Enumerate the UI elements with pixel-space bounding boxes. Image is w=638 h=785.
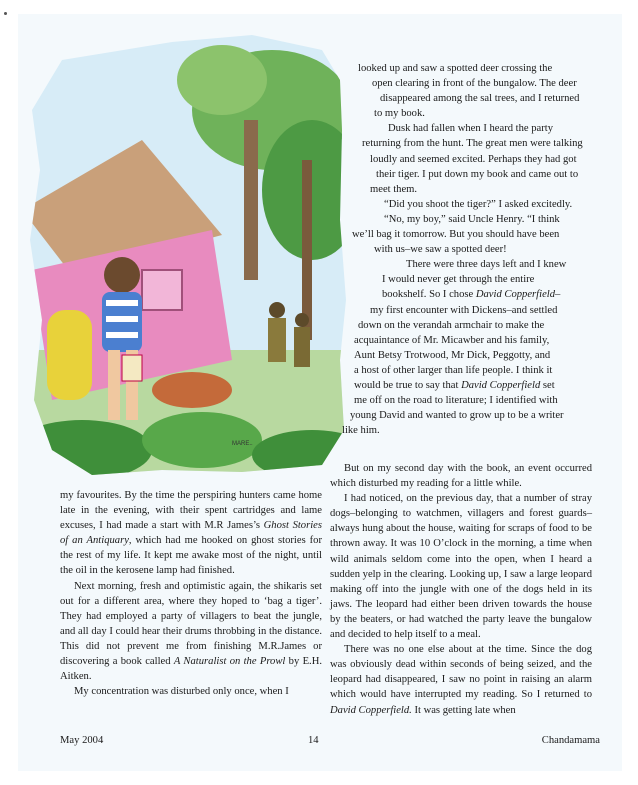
text-line: disappeared among the sal trees, and I returned <box>380 93 580 105</box>
text-run: set <box>540 379 555 391</box>
armchair <box>152 372 232 408</box>
text-line: looked up and saw a spotted deer crossing the <box>358 63 553 74</box>
text-run: my favourites. By the time the perspiring hunters came home late in the evening, with their spent cartridges and lame excuses, I had made a start with M.R James’s <box>60 490 322 532</box>
text-run: , which had me hooked on ghost stories for the rest of my life. It kept me awake most of the night, until the oil in the kerosene lamp had finished. <box>60 535 322 577</box>
text-line <box>330 378 592 393</box>
text-line: young David and wanted to grow up to be a writer <box>350 410 564 422</box>
house-window <box>142 270 182 310</box>
text-line: loudly and seemed excited. Perhaps they had got <box>370 153 577 165</box>
paragraph: I had noticed, on the previous day, that a number of stray dogs–belonging to watchmen, villagers and forest guards–always hung about the house, waiting for scraps of food to be thrown away. It was 10 O’clock in the morning, a time when wild animals seldom come into the open, when I heard a sudden yelp in the clearing. Looking up, I saw a large leopard making off into the jungle with one of the dogs held in its jaws. The leopard had either been driven towards the house by the beaters, or had watched the party leave the bungalow and decided to help itself to a meal. <box>330 493 592 641</box>
text-line: meet them. <box>370 183 418 195</box>
top-right-text <box>330 61 592 438</box>
right-column <box>330 461 592 718</box>
book-title: David Copperfield <box>461 379 541 391</box>
text-line: “Did you shoot the tiger?” I asked excitedly. <box>384 198 573 210</box>
text-line: Dusk had fallen when I heard the party <box>388 123 554 135</box>
boy-stripe <box>106 300 138 306</box>
tree-canopy <box>177 45 267 115</box>
book-in-hand <box>122 355 142 381</box>
corner-mark <box>4 12 7 15</box>
hunter-head <box>269 302 285 318</box>
text-line: a host of other larger than life people. I think it <box>354 364 553 376</box>
text-line: my first encounter with Dickens–and settled <box>370 304 558 316</box>
text-line: acquaintance of Mr. Micawber and his family, <box>354 334 550 346</box>
page-number: 14 <box>308 735 319 746</box>
boy-head <box>104 257 140 293</box>
boy-stripe <box>106 316 138 322</box>
text-line: open clearing in front of the bungalow. The deer <box>372 78 577 90</box>
text-run: – <box>555 289 561 301</box>
book-title: David Copperfield. <box>330 704 412 716</box>
text-line: like him. <box>342 425 380 437</box>
text-line: returning from the hunt. The great men were talking <box>362 138 583 150</box>
hunter-head <box>295 313 309 327</box>
left-column <box>60 488 322 699</box>
text-run: would be true to say that <box>354 379 462 391</box>
text-line: Aunt Betsy Trotwood, Mr Dick, Peggotty, and <box>354 349 551 361</box>
text-line: There were three days left and I knew <box>406 259 567 271</box>
hunter-body <box>268 318 286 362</box>
paragraph: But on my second day with the book, an event occurred which disturbed my reading for a little while. <box>330 463 592 490</box>
text-run: bookshelf. So I chose <box>382 289 476 301</box>
boy-leg <box>108 350 120 420</box>
footer-date: May 2004 <box>60 735 104 746</box>
illustration-svg <box>22 20 367 482</box>
text-line: we’ll bag it tomorrow. But you should have been <box>352 229 560 241</box>
text-line: “No, my boy,” said Uncle Henry. “I think <box>384 213 560 225</box>
house-door <box>47 310 92 400</box>
tree-trunk <box>244 120 258 280</box>
book-title: A Naturalist on the Prowl <box>173 656 286 668</box>
magazine-name: Chandamama <box>541 735 600 746</box>
paragraph: My concentration was disturbed only once, when I <box>74 686 289 698</box>
text-line: with us–we saw a spotted deer! <box>374 244 507 256</box>
text-line: down on the verandah armchair to make the <box>358 319 545 331</box>
paragraph <box>330 642 592 717</box>
foreground-leaves <box>142 412 262 468</box>
paragraph <box>60 488 322 579</box>
text-line: to my book. <box>374 108 425 120</box>
boy-stripe <box>106 332 138 338</box>
artist-signature: MARE.. <box>232 441 253 447</box>
text-run: Next morning, fresh and optimistic again, the shikaris set out for a different area, where they hoped to ‘bag a tiger’. They had employed a party of villagers to beat the jungle, and all day I could hear their drums throbbing in the distance. This did not prevent me from finishing M.R.James or discovering a book called <box>60 580 322 668</box>
story-illustration <box>22 20 367 482</box>
text-line <box>330 287 592 302</box>
text-line: me off on the road to literature; I identified with <box>354 395 558 407</box>
text-run: There was no one else about at the time. Since the dog was obviously dead within seconds of being seized, and the leopard had disappeared, I saw no point in raising an alarm which would have interrupted my reading. So I returned to <box>330 644 592 701</box>
hunter-body <box>294 327 310 367</box>
tree-trunk <box>302 160 312 340</box>
text-run: It was getting late when <box>411 704 516 716</box>
text-run: by E.H. Aitken. <box>60 656 322 683</box>
book-title: David Copperfield <box>475 289 556 301</box>
paragraph <box>60 579 322 685</box>
text-line: their tiger. I put down my book and came out to <box>376 168 579 180</box>
text-line: I would never get through the entire <box>382 274 535 286</box>
book-title: Ghost Stories of an Antiquary <box>60 520 322 547</box>
